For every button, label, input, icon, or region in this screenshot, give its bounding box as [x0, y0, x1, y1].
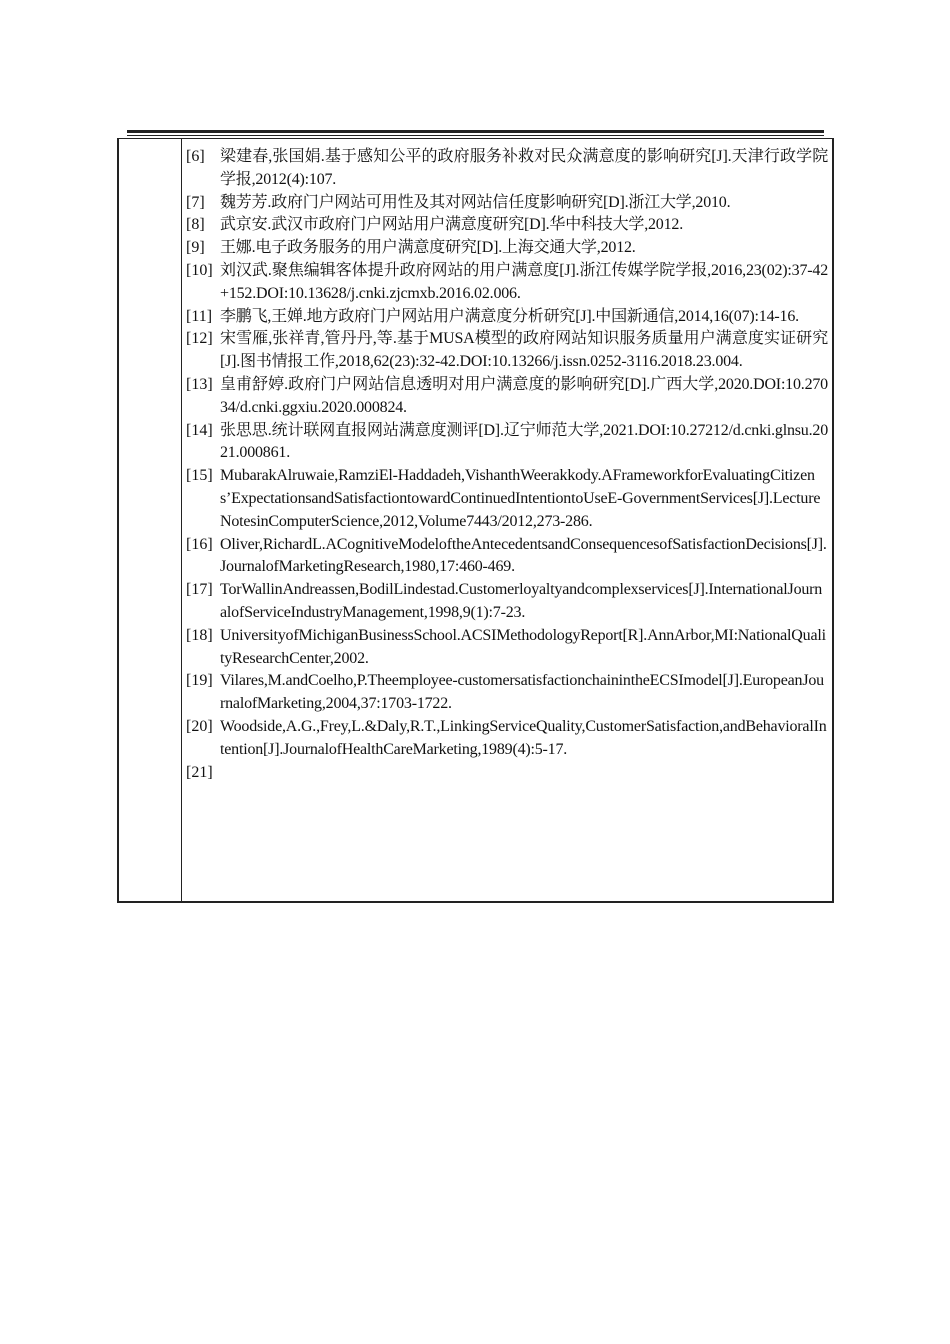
reference-number: [6]: [186, 148, 205, 165]
label-column: [119, 139, 182, 901]
reference-item: [186, 146, 828, 192]
reference-text: 梁建春,张国娟.基于感知公平的政府服务补救对民众满意度的影响研究[J].天津行政学院学报,2012(4):107.: [220, 148, 828, 188]
reference-item: [186, 374, 828, 420]
reference-number: [16]: [186, 535, 213, 553]
reference-number: [17]: [186, 581, 213, 599]
reference-text: [220, 762, 828, 785]
reference-item: [186, 670, 828, 716]
reference-number: [9]: [186, 239, 205, 257]
reference-number: [11]: [186, 307, 213, 325]
reference-number: [15]: [186, 467, 213, 485]
reference-text: 刘汉武.聚焦编辑客体提升政府网站的用户满意度[J].浙江传媒学院学报,2016,23(02):37-42+152.DOI:10.13628/j.cnki.zjcmxb.2016.02.006.: [220, 261, 828, 302]
reference-item: [186, 465, 828, 533]
reference-item: [186, 260, 828, 306]
reference-item: [186, 716, 828, 762]
reference-item: [186, 579, 828, 625]
reference-list: [186, 146, 828, 784]
reference-item: [186, 192, 828, 215]
reference-item: [186, 306, 828, 329]
reference-text: UniversityofMichiganBusinessSchool.ACSIMethodologyReport[R].AnnArbor,MI:NationalQualityResearchCenter,2002.: [220, 626, 826, 667]
reference-text: MubarakAlruwaie,RamziEl-Haddadeh,VishanthWeerakkody.AFrameworkforEvaluatingCitizens’ExpectationsandSatisfactiontowardContinuedIntentiontoUseE-GovernmentServices[J].LectureNotesinComputerScience,2012,Volume7443/2012,273-286.: [220, 467, 821, 530]
reference-item: [186, 534, 828, 580]
reference-number: [20]: [186, 717, 213, 735]
reference-text: 李鹏飞,王婵.地方政府门户网站用户满意度分析研究[J].中国新通信,2014,16(07):14-16.: [220, 307, 799, 325]
reference-text: 武京安.武汉市政府门户网站用户满意度研究[D].华中科技大学,2012.: [220, 216, 684, 234]
reference-item: [186, 625, 828, 671]
reference-number: [10]: [186, 261, 213, 279]
reference-text: 宋雪雁,张祥青,管丹丹,等.基于MUSA模型的政府网站知识服务质量用户满意度实证研究[J].图书情报工作,2018,62(23):32-42.DOI:10.13266/j.issn.0252-3116.2018.23.004.: [220, 330, 828, 371]
reference-text: TorWallinAndreassen,BodilLindestad.Customerloyaltyandcomplexservices[J].InternationalJournalofServiceIndustryManagement,1998,9(1):7-23.: [220, 581, 823, 621]
reference-number: [12]: [186, 330, 213, 348]
reference-text: Woodside,A.G.,Frey,L.&Daly,R.T.,LinkingServiceQuality,CustomerSatisfaction,andBehavioralIntention[J].JournalofHealthCareMarketing,1989(4):5-17.: [220, 717, 827, 758]
reference-number: [7]: [186, 193, 205, 211]
header-double-rule: [127, 130, 824, 136]
reference-item: [186, 328, 828, 374]
reference-item: [186, 237, 828, 260]
reference-item: [186, 762, 828, 785]
references-table: [117, 138, 834, 903]
reference-text: 魏芳芳.政府门户网站可用性及其对网站信任度影响研究[D].浙江大学,2010.: [220, 193, 731, 211]
reference-item: [186, 420, 828, 466]
reference-number: [14]: [186, 421, 213, 439]
reference-text: 张思思.统计联网直报网站满意度测评[D].辽宁师范大学,2021.DOI:10.27212/d.cnki.glnsu.2021.000861.: [220, 421, 828, 462]
reference-text: 皇甫舒婷.政府门户网站信息透明对用户满意度的影响研究[D].广西大学,2020.DOI:10.27034/d.cnki.ggxiu.2020.000824.: [220, 375, 828, 416]
reference-number: [19]: [186, 672, 213, 690]
reference-number: [21]: [186, 763, 213, 781]
reference-item: [186, 214, 828, 237]
reference-number: [13]: [186, 375, 213, 393]
reference-number: [8]: [186, 216, 205, 234]
reference-text: 王娜.电子政务服务的用户满意度研究[D].上海交通大学,2012.: [220, 239, 636, 257]
reference-text: Vilares,M.andCoelho,P.Theemployee-customersatisfactionchainintheECSImodel[J].EuropeanJournalofMarketing,2004,37:1703-1722.: [220, 672, 824, 713]
reference-number: [18]: [186, 626, 213, 644]
reference-text: Oliver,RichardL.ACognitiveModeloftheAntecedentsandConsequencesofSatisfactionDecisions[J].JournalofMarketingResearch,1980,17:460-469.: [220, 535, 827, 576]
